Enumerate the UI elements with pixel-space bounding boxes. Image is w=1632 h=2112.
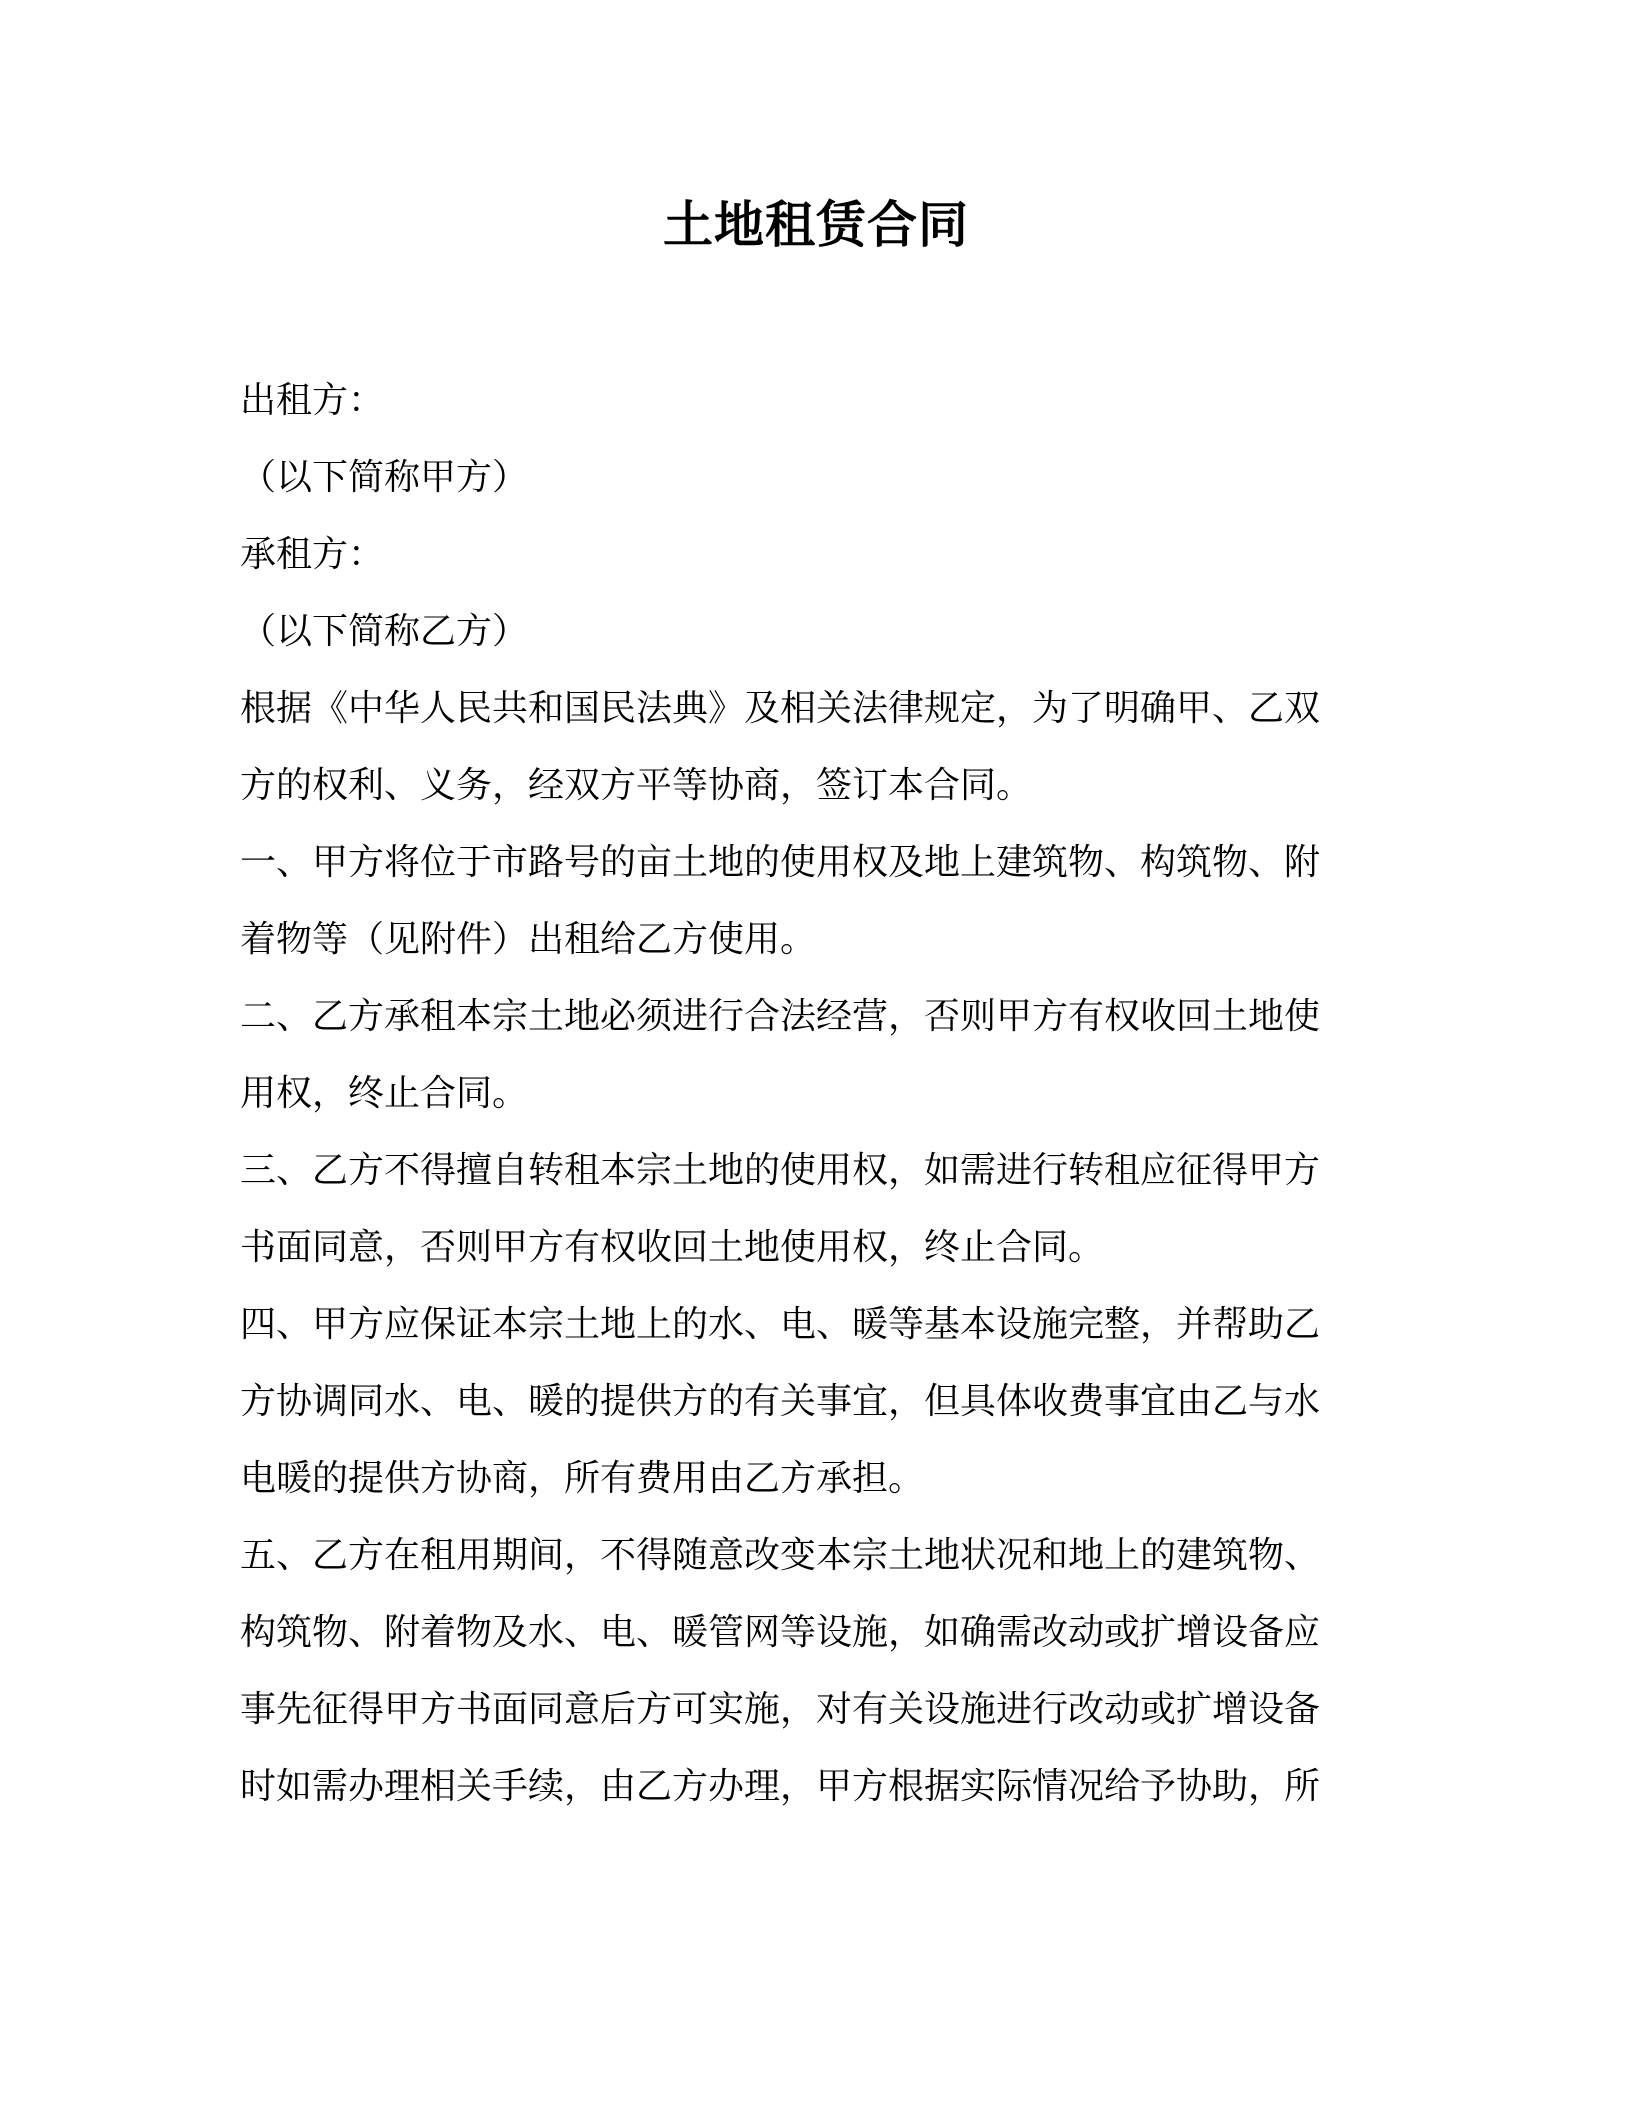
text-line: 承租方： — [240, 534, 385, 575]
text-line: 三、乙方不得擅自转租本宗土地的使用权，如需进行转租应征得甲方 — [240, 1150, 1321, 1191]
text-line: 事先征得甲方书面同意后方可实施，对有关设施进行改动或扩增设备 — [240, 1689, 1321, 1730]
text-line: 着物等（见附件）出租给乙方使用。 — [240, 919, 817, 960]
text-line: 书面同意，否则甲方有权收回土地使用权，终止合同。 — [240, 1227, 1105, 1268]
text-line: 电暖的提供方协商，所有费用由乙方承担。 — [240, 1458, 925, 1499]
text-line: 二、乙方承租本宗土地必须进行合法经营，否则甲方有权收回土地使 — [240, 996, 1321, 1037]
text-line: 用权，终止合同。 — [240, 1073, 529, 1114]
text-line: 根据《中华人民共和国民法典》及相关法律规定，为了明确甲、乙双 — [240, 688, 1321, 729]
document-body — [240, 362, 1364, 1825]
text-line: 五、乙方在租用期间，不得随意改变本宗土地状况和地上的建筑物、 — [240, 1535, 1321, 1576]
text-line: （以下简称乙方） — [240, 611, 529, 652]
document-title: 土地租赁合同 — [663, 196, 969, 254]
text-line: 四、甲方应保证本宗土地上的水、电、暖等基本设施完整，并帮助乙 — [240, 1304, 1321, 1345]
text-line: 方的权利、义务，经双方平等协商，签订本合同。 — [240, 765, 1033, 806]
text-line: （以下简称甲方） — [240, 457, 529, 498]
text-line: 构筑物、附着物及水、电、暖管网等设施，如确需改动或扩增设备应 — [240, 1612, 1321, 1653]
text-line: 一、甲方将位于市路号的亩土地的使用权及地上建筑物、构筑物、附 — [240, 842, 1321, 883]
text-line: 方协调同水、电、暖的提供方的有关事宜，但具体收费事宜由乙与水 — [240, 1381, 1321, 1422]
text-line: 时如需办理相关手续，由乙方办理，甲方根据实际情况给予协助，所 — [240, 1766, 1321, 1807]
text-line: 出租方： — [240, 380, 385, 421]
